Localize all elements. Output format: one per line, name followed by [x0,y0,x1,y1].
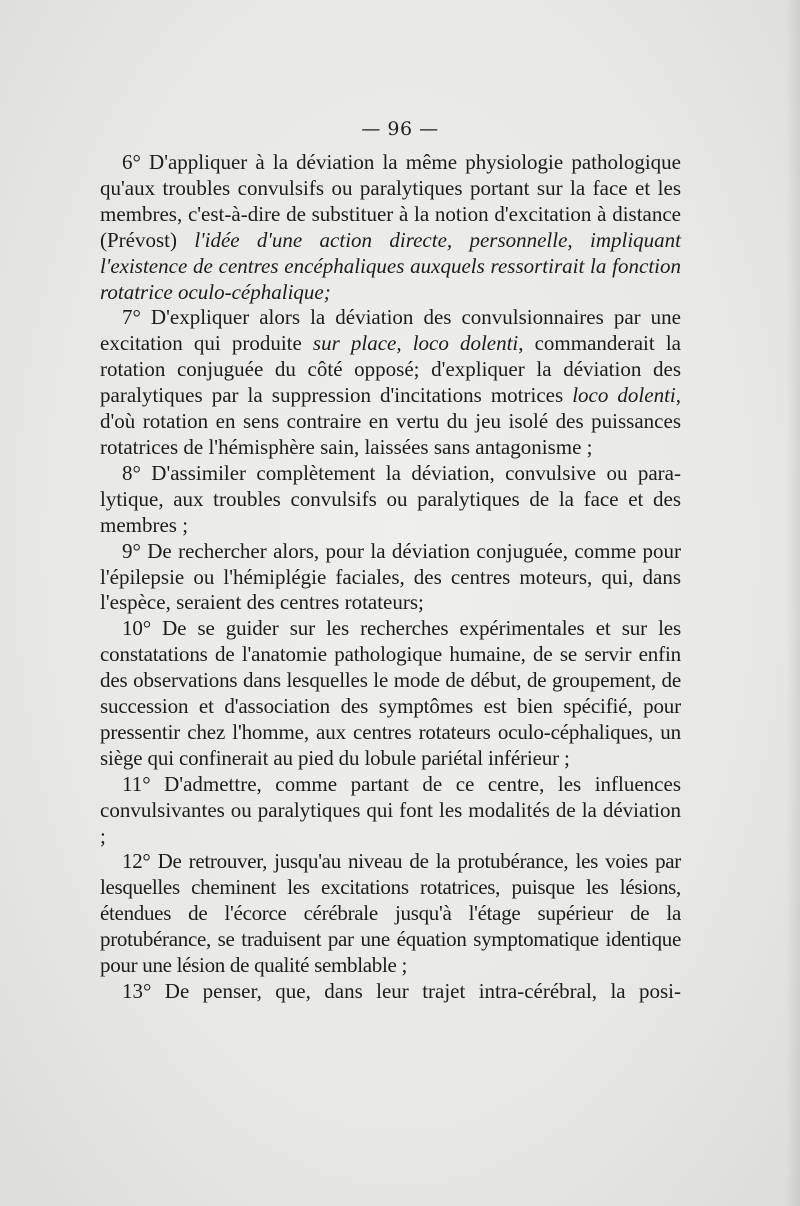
paragraph-12: 12° De retrouver, jusqu'au niveau de la protubérance, les voies par lesquelles cheminent les excitations rotatrices, puisque les lésions, étendues de l'écorce cérébrale jusqu'à l'étage supérieur de la protubérance, se traduisent par une équation symptomatique identique pour une lésion de qualité semblable ; [100,849,681,978]
paragraph-7-text-a: 7° D'expliquer alors la déviation des convulsionnaires par une excitation qui produite [100,305,681,356]
paragraph-7-text-c: , d'où rotation en sens contraire en vertu du jeu isolé des puissances rotatrices de l'hémisphère sain, laissées sans antagonisme ; [100,383,681,459]
paragraph-11: 11° D'admettre, comme partant de ce centre, les influences convulsivantes ou paralytiques qui font les modalités de la déviation ; [100,771,681,848]
paragraph-8: 8° D'assimiler complètement la déviation, convulsive ou paralytique, aux troubles convulsifs ou paralytiques de la face et des membres ; [100,460,681,537]
paragraph-6-text: 6° D'appliquer à la déviation la même physiologie pathologique qu'aux troubles convulsifs ou paralytiques portant sur la face et les membres, c'est-à-dire de substituer à la notion d'excitation à distance (Prévost) [100,150,681,252]
paragraph-7-text-b: , commanderait la rotation conjuguée du côté opposé; d'expliquer la déviation des paralytiques par la suppression d'incitations motrices [100,331,681,408]
paragraph-7 [100,305,681,460]
paragraph-6 [100,150,681,305]
body-text [100,150,681,1005]
paragraph-7-italic-a: sur place, loco dolenti [312,331,519,356]
paragraph-7-italic-b: loco dolenti [572,383,676,408]
paragraph-13: 13° De penser, que, dans leur trajet intra-cérébral, la posi- [122,979,681,1003]
paragraph-10: 10° De se guider sur les recherches expérimentales et sur les constatations de l'anatomie pathologique humaine, de se servir enfin des observations dans lesquelles le mode de début, de groupement, de succession et d'association des symptômes est bien spécifié, pour pressentir chez l'homme, aux centres rotateurs oculo-céphaliques, un siège qui confinerait au pied du lobule pariétal inférieur ; [100,616,681,770]
paragraph-9: 9° De rechercher alors, pour la déviation conjuguée, comme pour l'épilepsie ou l'hémiplégie faciales, des centres moteurs, qui, dans l'espèce, seraient des centres rotateurs; [100,538,681,615]
page-edge-shadow [786,0,800,1206]
paragraph-6-italic: l'idée d'une action directe, personnelle, impliquant l'existence de centres encéphaliques auxquels ressortirait la fonction rotatrice oculo-céphalique; [100,227,681,304]
page-number: — 96 — [361,118,439,140]
